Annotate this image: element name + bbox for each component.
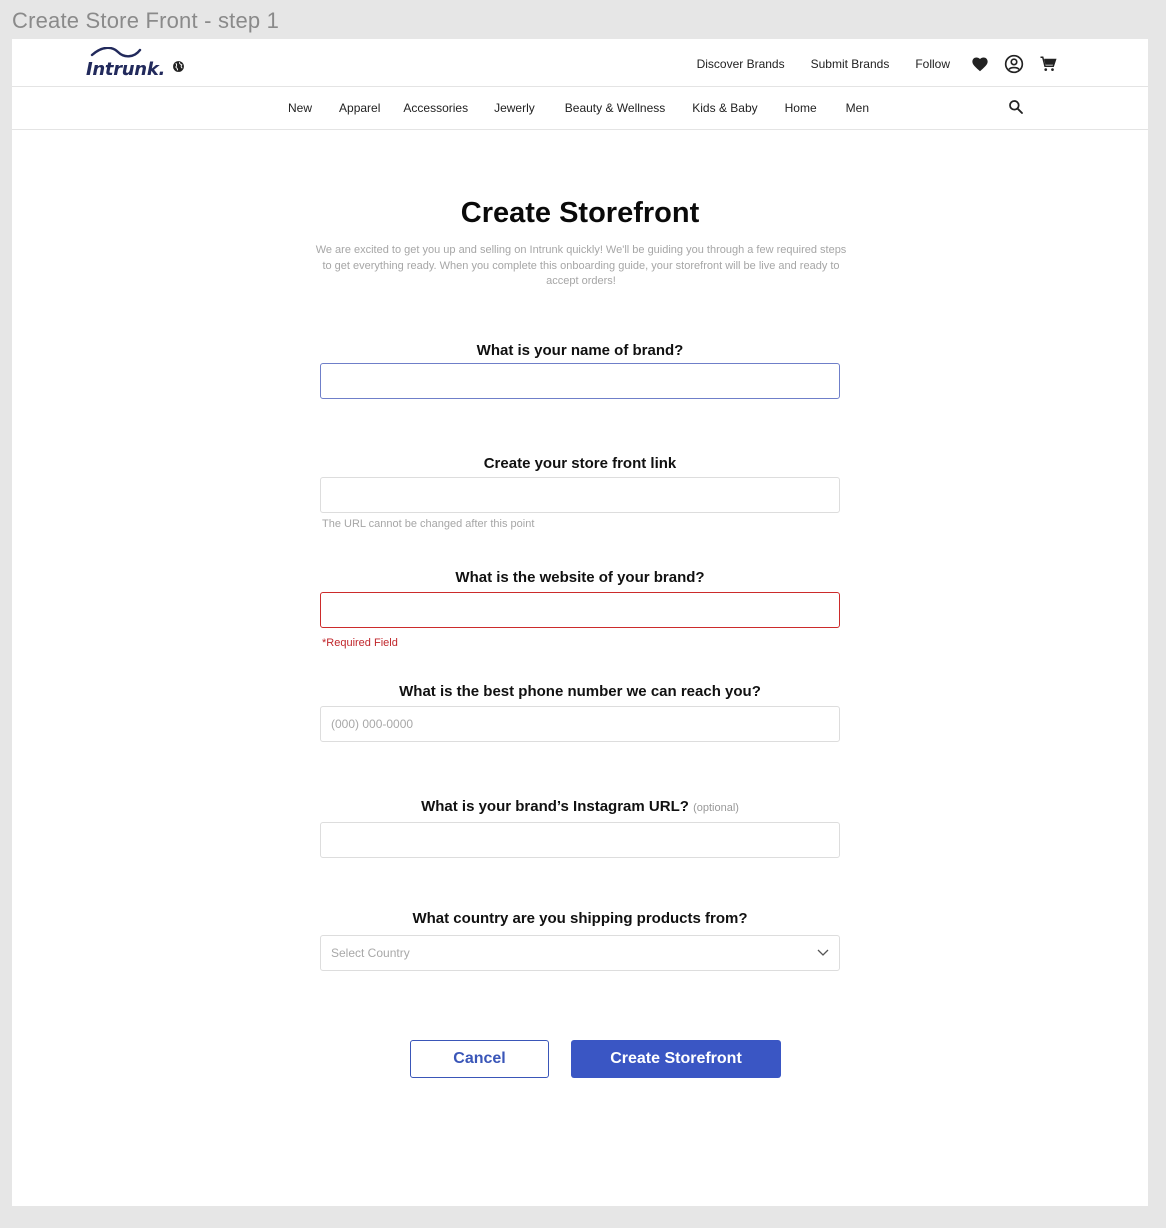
logo-text: Intrunk. (86, 59, 166, 80)
category-accessories[interactable]: Accessories (403, 101, 469, 115)
globe-icon[interactable] (172, 60, 185, 78)
brand-name-label: What is your name of brand? (476, 342, 684, 359)
category-apparel[interactable]: Apparel (339, 101, 381, 115)
website-error: *Required Field (322, 637, 398, 649)
store-link-input[interactable] (320, 477, 840, 513)
country-select-value: Select Country (331, 946, 410, 960)
category-kids-baby[interactable]: Kids & Baby (692, 101, 758, 115)
store-link-label: Create your store front link (483, 455, 677, 472)
top-icons (970, 54, 1058, 74)
intro-text: We are excited to get you up and selling on Intrunk quickly! We'll be guiding you through a few required steps to get everything ready. When you complete this onboarding guide, your storefront will be live and ready to accept orders! (315, 244, 847, 287)
create-storefront-button[interactable]: Create Storefront (571, 1040, 781, 1078)
instagram-label-text: What is your brand’s Instagram URL? (421, 798, 689, 815)
category-jewerly[interactable]: Jewerly (494, 101, 535, 115)
phone-label: What is the best phone number we can reach you? (399, 683, 761, 700)
discover-brands-link[interactable]: Discover Brands (696, 57, 785, 71)
category-men[interactable]: Men (845, 101, 869, 115)
account-icon[interactable] (1004, 54, 1024, 74)
category-list (288, 101, 869, 115)
heart-icon[interactable] (970, 54, 990, 74)
top-links (697, 57, 950, 71)
instagram-label (320, 798, 840, 815)
search-icon[interactable] (1008, 99, 1024, 120)
phone-input[interactable] (320, 706, 840, 742)
country-select[interactable] (320, 935, 840, 971)
cancel-button[interactable]: Cancel (410, 1040, 549, 1078)
brand-name-input[interactable] (320, 363, 840, 399)
category-new[interactable]: New (288, 101, 313, 115)
category-nav (12, 87, 1148, 130)
country-label: What country are you shipping products from? (412, 910, 748, 927)
instagram-input[interactable] (320, 822, 840, 858)
category-beauty-wellness[interactable]: Beauty & Wellness (564, 101, 666, 115)
store-link-hint: The URL cannot be changed after this point (322, 518, 535, 530)
page-title: Create Storefront (460, 197, 700, 229)
chevron-down-icon (817, 949, 829, 957)
optional-tag: (optional) (693, 802, 739, 814)
website-input[interactable] (320, 592, 840, 628)
logo-wave-icon (90, 47, 142, 59)
logo[interactable] (86, 47, 166, 79)
follow-link[interactable]: Follow (915, 57, 950, 71)
submit-brands-link[interactable]: Submit Brands (810, 57, 890, 71)
website-label: What is the website of your brand? (455, 569, 705, 586)
top-navbar (12, 39, 1148, 87)
page-canvas (12, 39, 1148, 1206)
cart-icon[interactable] (1038, 54, 1058, 74)
frame-title: Create Store Front - step 1 (12, 8, 280, 33)
category-home[interactable]: Home (784, 101, 817, 115)
